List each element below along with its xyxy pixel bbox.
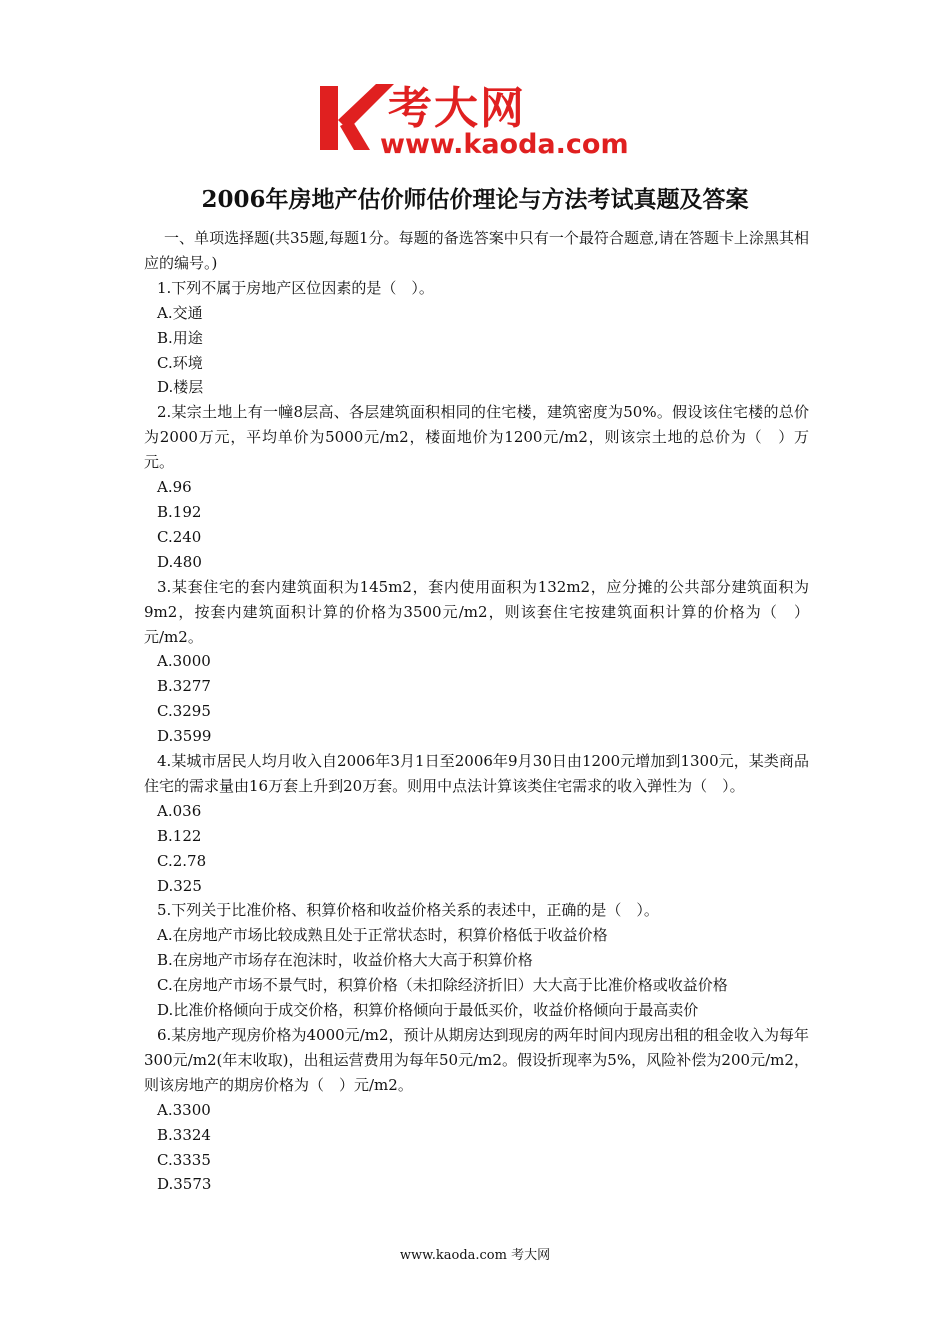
question-option: C.3335 xyxy=(157,1150,211,1169)
question-option: B.在房地产市场存在泡沫时，收益价格大大高于积算价格 xyxy=(157,951,533,970)
question-option: A.交通 xyxy=(157,303,203,322)
question-stem: 3.某套住宅的套内建筑面积为145m2，套内使用面积为132m2，应分摊的公共部分建筑面积为9m2，按套内建筑面积计算的价格为3500元/m2，则该套住宅按建筑面积计算的价格为（ ）元/m2。 xyxy=(144,577,809,646)
question-option: A.036 xyxy=(157,801,202,820)
question-option: A.3000 xyxy=(157,652,211,671)
document-body xyxy=(144,226,809,1197)
question-option: C.环境 xyxy=(157,353,203,372)
site-logo xyxy=(318,80,638,160)
question-option: C.在房地产市场不景气时，积算价格（未扣除经济折旧）大大高于比准价格或收益价格 xyxy=(157,976,728,995)
question-stem: 2.某宗土地上有一幢8层高、各层建筑面积相同的住宅楼，建筑密度为50%。假设该住宅楼的总价为2000万元，平均单价为5000元/m2，楼面地价为1200元/m2，则该宗土地的总价为（ ）万元。 xyxy=(144,403,809,472)
question-5 xyxy=(144,898,809,1023)
question-stem: 4.某城市居民人均月收入自2006年3月1日至2006年9月30日由1200元增加到1300元，某类商品住宅的需求量由16万套上升到20万套。则用中点法计算该类住宅需求的收入弹性为（ ）。 xyxy=(144,752,809,795)
question-stem: 5.下列关于比准价格、积算价格和收益价格关系的表述中，正确的是（ ）。 xyxy=(157,901,659,920)
question-option: B.3324 xyxy=(157,1125,211,1144)
question-option: C.2.78 xyxy=(157,851,207,870)
question-6 xyxy=(144,1023,809,1197)
question-option: D.480 xyxy=(157,552,202,571)
question-option: D.325 xyxy=(157,876,202,895)
question-option: A.96 xyxy=(157,478,192,497)
question-option: D.楼层 xyxy=(157,378,204,397)
question-option: D.3599 xyxy=(157,727,212,746)
question-2 xyxy=(144,400,809,574)
question-option: D.比准价格倾向于成交价格，积算价格倾向于最低买价，收益价格倾向于最高卖价 xyxy=(157,1001,699,1020)
question-option: B.192 xyxy=(157,502,202,521)
page-footer: www.kaoda.com 考大网 xyxy=(399,1248,551,1263)
question-option: A.在房地产市场比较成熟且处于正常状态时，积算价格低于收益价格 xyxy=(157,926,608,945)
question-option: C.3295 xyxy=(157,702,211,721)
document-title: 2006年房地产估价师估价理论与方法考试真题及答案 xyxy=(201,186,749,213)
question-option: D.3573 xyxy=(157,1175,212,1194)
question-4 xyxy=(144,749,809,898)
question-1 xyxy=(144,276,809,401)
question-stem: 6.某房地产现房价格为4000元/m2，预计从期房达到现房的两年时间内现房出租的租金收入为每年300元/m2(年末收取)，出租运营费用为每年50元/m2。假设折现率为5%，风险补偿为200元/m2，则该房地产的期房价格为（ ）元/m2。 xyxy=(144,1026,809,1094)
question-option: A.3300 xyxy=(157,1100,211,1119)
section-intro: 一、单项选择题(共35题,每题1分。每题的备选答案中只有一个最符合题意,请在答题卡上涂黑其相应的编号。) xyxy=(144,229,809,272)
question-stem: 1.下列不属于房地产区位因素的是（ ）。 xyxy=(157,278,434,297)
logo-brand-url: www.kaoda.com xyxy=(380,129,629,160)
question-option: B.3277 xyxy=(157,677,211,696)
question-option: C.240 xyxy=(157,527,202,546)
question-3 xyxy=(144,575,809,749)
question-option: B.122 xyxy=(157,826,202,845)
question-option: B.用途 xyxy=(157,328,203,347)
logo-brand-cn: 考大网 xyxy=(388,83,526,134)
